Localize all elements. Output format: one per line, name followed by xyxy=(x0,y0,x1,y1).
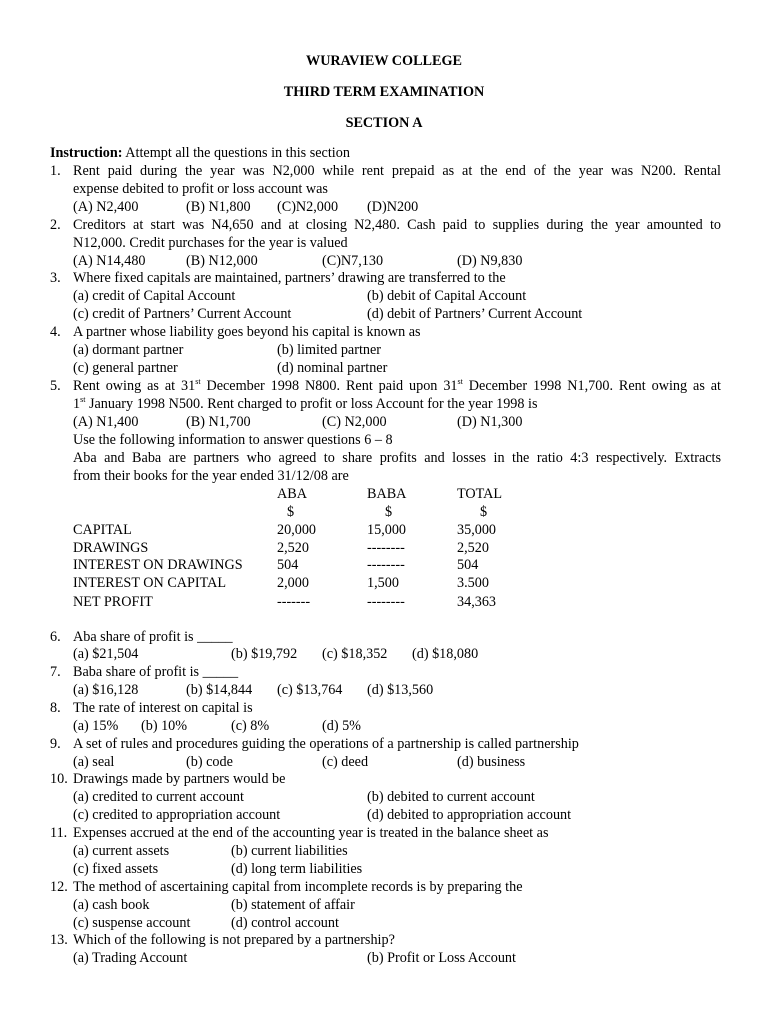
q1-text-line2: expense debited to profit or loss account was xyxy=(73,181,328,197)
q5-text-line2: 1st January 1998 N500. Rent charged to profit or loss Account for the year 1998 is xyxy=(73,395,538,412)
q10-option-d: (d) debited to appropriation account xyxy=(367,807,572,823)
q6-option-c: (c) $18,352 xyxy=(322,646,388,662)
table-cell: 2,520 xyxy=(277,540,309,556)
superscript-st: st xyxy=(195,377,201,386)
q9-option-c: (c) deed xyxy=(322,754,369,770)
q11-option-c: (c) fixed assets xyxy=(73,861,159,877)
q10-text: Drawings made by partners would be xyxy=(73,771,286,787)
superscript-st: st xyxy=(80,395,86,404)
q3-text: Where fixed capitals are maintained, partners’ drawing are transferred to the xyxy=(73,270,506,286)
table-row-label: INTEREST ON DRAWINGS xyxy=(73,557,243,573)
table-cell: -------- xyxy=(367,557,405,573)
q4-text: A partner whose liability goes beyond his capital is known as xyxy=(73,324,421,340)
q12-option-b: (b) statement of affair xyxy=(231,897,355,913)
q7-option-d: (d) $13,560 xyxy=(367,682,434,698)
instruction xyxy=(50,145,350,162)
table-header-total: TOTAL xyxy=(457,486,503,502)
q7-text: Baba share of profit is _____ xyxy=(73,664,239,680)
q13-option-b: (b) Profit or Loss Account xyxy=(367,950,516,966)
q1-option-d: (D)N200 xyxy=(367,199,419,215)
q5-option-a: (A) N1,400 xyxy=(73,414,139,430)
q7-option-a: (a) $16,128 xyxy=(73,682,139,698)
table-row-label: INTEREST ON CAPITAL xyxy=(73,575,227,591)
q9-option-b: (b) code xyxy=(186,754,233,770)
q11-number: 11. xyxy=(50,825,68,841)
q7-number: 7. xyxy=(50,664,61,680)
q2-text-line1: Creditors at start was N4,650 and at closing N2,480. Cash paid to supplies during the year amounted to xyxy=(73,217,721,233)
table-currency-total: $ xyxy=(480,504,488,520)
q12-number: 12. xyxy=(50,879,68,895)
table-cell: -------- xyxy=(367,540,405,556)
table-header-aba: ABA xyxy=(277,486,307,502)
q12-text: The method of ascertaining capital from incomplete records is by preparing the xyxy=(73,879,523,895)
exam-title: THIRD TERM EXAMINATION xyxy=(283,84,485,100)
q4-number: 4. xyxy=(50,324,61,340)
table-row-label: NET PROFIT xyxy=(73,594,153,610)
q11-option-a: (a) current assets xyxy=(73,843,170,859)
q5-text-line1: Rent owing as at 31st December 1998 N800. Rent paid upon 31st December 1998 N1,700. Rent owing as at xyxy=(73,377,721,394)
q4-option-d: (d) nominal partner xyxy=(277,360,388,376)
q13-text: Which of the following is not prepared by a partnership? xyxy=(73,932,395,948)
q1-option-a: (A) N2,400 xyxy=(73,199,139,215)
q8-option-a: (a) 15% xyxy=(73,718,119,734)
q2-option-a: (A) N14,480 xyxy=(73,253,146,269)
q3-option-c: (c) credit of Partners’ Current Account xyxy=(73,306,292,322)
info-line1: Aba and Baba are partners who agreed to share profits and losses in the ratio 4:3 respectively. Extracts xyxy=(73,450,721,466)
table-cell: -------- xyxy=(367,594,405,610)
q3-option-b: (b) debit of Capital Account xyxy=(367,288,527,304)
college-name: WURAVIEW COLLEGE xyxy=(306,53,462,69)
q9-text: A set of rules and procedures guiding the operations of a partnership is called partnership xyxy=(73,736,579,752)
q3-option-d: (d) debit of Partners’ Current Account xyxy=(367,306,583,322)
q5-option-c: (C) N2,000 xyxy=(322,414,387,430)
q10-number: 10. xyxy=(50,771,68,787)
q10-option-b: (b) debited to current account xyxy=(367,789,535,805)
q13-option-a: (a) Trading Account xyxy=(73,950,188,966)
section-title: SECTION A xyxy=(345,115,423,131)
instruction-label: Instruction: xyxy=(50,145,123,161)
q3-option-a: (a) credit of Capital Account xyxy=(73,288,236,304)
q9-number: 9. xyxy=(50,736,61,752)
q12-option-c: (c) suspense account xyxy=(73,915,191,931)
table-cell: 504 xyxy=(277,557,299,573)
q11-option-b: (b) current liabilities xyxy=(231,843,348,859)
q10-option-a: (a) credited to current account xyxy=(73,789,244,805)
table-cell: 35,000 xyxy=(457,522,497,538)
q9-option-d: (d) business xyxy=(457,754,526,770)
table-cell: 20,000 xyxy=(277,522,317,538)
q1-option-c: (C)N2,000 xyxy=(277,199,339,215)
q6-option-a: (a) $21,504 xyxy=(73,646,139,662)
table-cell: 504 xyxy=(457,557,479,573)
table-cell: 15,000 xyxy=(367,522,407,538)
q1-number: 1. xyxy=(50,163,61,179)
q8-number: 8. xyxy=(50,700,61,716)
instruction-text: Attempt all the questions in this section xyxy=(125,145,350,161)
q6-text: Aba share of profit is _____ xyxy=(73,629,233,645)
q5-number: 5. xyxy=(50,378,61,394)
q1-option-b: (B) N1,800 xyxy=(186,199,251,215)
table-cell: ------- xyxy=(277,594,311,610)
q5-option-b: (B) N1,700 xyxy=(186,414,251,430)
table-cell: 3.500 xyxy=(457,575,489,591)
q7-option-c: (c) $13,764 xyxy=(277,682,343,698)
table-cell: 2,520 xyxy=(457,540,489,556)
q4-option-b: (b) limited partner xyxy=(277,342,382,358)
q8-option-c: (c) 8% xyxy=(231,718,270,734)
table-row-label: DRAWINGS xyxy=(73,540,149,556)
table-header-baba: BABA xyxy=(367,486,407,502)
q11-option-d: (d) long term liabilities xyxy=(231,861,363,877)
q13-number: 13. xyxy=(50,932,68,948)
q6-option-b: (b) $19,792 xyxy=(231,646,298,662)
info-line2: from their books for the year ended 31/12/08 are xyxy=(73,468,349,484)
q2-option-c: (C)N7,130 xyxy=(322,253,384,269)
table-cell: 2,000 xyxy=(277,575,309,591)
q11-text: Expenses accrued at the end of the accounting year is treated in the balance sheet as xyxy=(73,825,549,841)
table-row-label: CAPITAL xyxy=(73,522,132,538)
q2-option-b: (B) N12,000 xyxy=(186,253,258,269)
q10-option-c: (c) credited to appropriation account xyxy=(73,807,281,823)
q6-option-d: (d) $18,080 xyxy=(412,646,479,662)
q3-number: 3. xyxy=(50,270,61,286)
q4-option-a: (a) dormant partner xyxy=(73,342,184,358)
q5-option-d: (D) N1,300 xyxy=(457,414,523,430)
table-currency-aba: $ xyxy=(287,504,295,520)
superscript-st: st xyxy=(457,377,463,386)
table-cell: 34,363 xyxy=(457,594,497,610)
table-currency-baba: $ xyxy=(385,504,393,520)
q8-text: The rate of interest on capital is xyxy=(73,700,253,716)
q2-text-line2: N12,000. Credit purchases for the year is valued xyxy=(73,235,348,251)
q2-number: 2. xyxy=(50,217,61,233)
q8-option-b: (b) 10% xyxy=(141,718,188,734)
q1-text-line1: Rent paid during the year was N2,000 while rent prepaid as at the end of the year was N200. Rental xyxy=(73,163,721,179)
q12-option-a: (a) cash book xyxy=(73,897,150,913)
q2-option-d: (D) N9,830 xyxy=(457,253,523,269)
table-cell: 1,500 xyxy=(367,575,399,591)
q8-option-d: (d) 5% xyxy=(322,718,362,734)
q12-option-d: (d) control account xyxy=(231,915,339,931)
q6-number: 6. xyxy=(50,629,61,645)
q9-option-a: (a) seal xyxy=(73,754,115,770)
q7-option-b: (b) $14,844 xyxy=(186,682,253,698)
info-use-text: Use the following information to answer questions 6 – 8 xyxy=(73,432,393,448)
q4-option-c: (c) general partner xyxy=(73,360,178,376)
